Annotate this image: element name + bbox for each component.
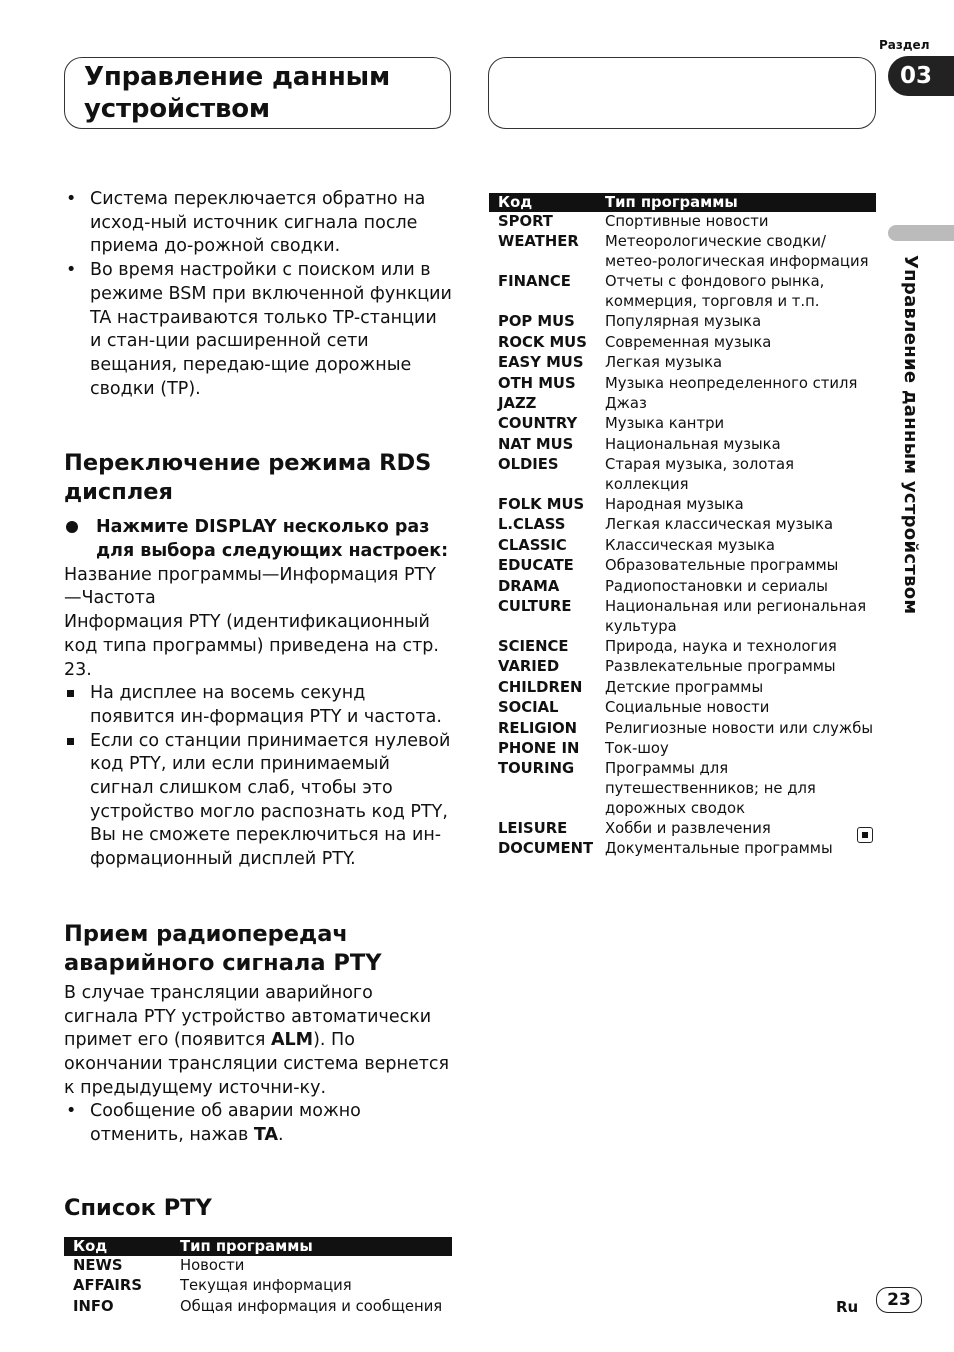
pty-code: COUNTRY [498, 415, 578, 433]
table-row [489, 435, 876, 455]
pty-table-left [64, 1237, 452, 1317]
side-chapter-label: Управление данным устройством [900, 255, 921, 615]
table-row [489, 637, 876, 657]
table-row [489, 536, 876, 556]
pty-type: Образовательные программы [605, 557, 839, 575]
table-row [489, 312, 876, 332]
pty-type: Популярная музыка [605, 313, 762, 331]
table-row [64, 1297, 452, 1317]
rds-text-pty-info: Информация PTY (идентификационный код типа программы) приведена на стр. 23. [64, 612, 439, 680]
table-row [489, 374, 876, 394]
side-tab-bar [888, 225, 954, 241]
pty-code: NEWS [73, 1256, 123, 1274]
pty-type: Документальные программы [605, 840, 833, 858]
table-row [489, 414, 876, 434]
pty-code: DRAMA [498, 577, 560, 595]
pty-code: CLASSIC [498, 536, 567, 554]
chapter-title: Управление данным устройством [84, 62, 390, 124]
right-column [489, 193, 876, 860]
chapter-title-box [64, 57, 451, 129]
table-header-row [489, 193, 876, 212]
table-row [489, 394, 876, 414]
pty-type: Классическая музыка [605, 536, 775, 554]
pty-code: SPORT [498, 213, 553, 230]
pty-type: Музыка неопределенного стиля [605, 374, 858, 392]
pty-code: INFO [73, 1297, 114, 1315]
rds-text-sequence: Название программы—Информация PTY —Частота [64, 564, 436, 609]
table-row [489, 819, 876, 839]
table-row [64, 1256, 452, 1276]
header-empty-box [488, 57, 876, 129]
rds-heading: Переключение режима RDS дисплея [64, 450, 432, 506]
pty-code: EDUCATE [498, 557, 574, 575]
table-row [489, 515, 876, 535]
pty-code: WEATHER [498, 233, 579, 251]
pty-code: EASY MUS [498, 354, 584, 372]
section-label: Раздел [879, 38, 930, 52]
pty-code: OLDIES [498, 456, 559, 474]
pty-code: SOCIAL [498, 699, 559, 717]
pty-code: LEISURE [498, 819, 568, 837]
pty-code: PHONE IN [498, 739, 580, 757]
page-number: 23 [876, 1287, 922, 1313]
pty-code: CHILDREN [498, 678, 583, 696]
table-row [489, 739, 876, 759]
pty-code: NAT MUS [498, 435, 574, 453]
pty-type: Хобби и развлечения [605, 819, 771, 837]
table-row [64, 1276, 452, 1296]
end-of-section-icon [857, 827, 873, 843]
pty-code: CULTURE [498, 598, 572, 616]
pty-code: VARIED [498, 658, 560, 676]
pty-type: Народная музыка [605, 496, 744, 514]
left-column [64, 188, 452, 1317]
pty-type: Текущая информация [180, 1277, 352, 1295]
table-row [489, 597, 876, 637]
pty-code: AFFAIRS [73, 1277, 142, 1295]
pty-code: FOLK MUS [498, 496, 585, 514]
bullet-item: • Во время настройки с поиском или в режиме BSM при включенной функции TA настраиваются только TP-станции и стан-ции расширенной сети вещания, передаю-щие дорожные сводки (TP). [64, 259, 452, 401]
column-header-type: Тип программы [171, 1237, 452, 1256]
table-row [489, 212, 876, 232]
note-item: На дисплее на восемь секунд появится ин-формация PTY и частота. [64, 682, 452, 729]
pty-type: Национальная музыка [605, 435, 781, 453]
table-row [489, 657, 876, 677]
pty-code: TOURING [498, 760, 575, 778]
pty-type: Метеорологические сводки/метео-рологическая информация [605, 233, 869, 270]
pty-code: SCIENCE [498, 638, 569, 656]
table-row [489, 333, 876, 353]
pty-type: Развлекательные программы [605, 658, 836, 676]
pty-type: Спортивные новости [605, 213, 769, 230]
pty-code: DOCUMENT [498, 840, 594, 858]
pty-table-right [489, 193, 876, 860]
pty-code: JAZZ [498, 394, 537, 412]
table-row [489, 577, 876, 597]
table-row [489, 698, 876, 718]
alarm-bullet: • Сообщение об аварии можно отменить, нажав TA. [64, 1100, 452, 1147]
pty-code: ROCK MUS [498, 333, 587, 351]
table-row [489, 455, 876, 495]
pty-code: RELIGION [498, 719, 578, 737]
note-item: Если со станции принимается нулевой код PTY, или если принимаемый сигнал слишком слаб, чтобы это устройство могло распознать код PTY, Вы не сможете переключиться на ин-формационный дисплей PTY. [64, 730, 452, 872]
pty-type: Ток-шоу [605, 739, 669, 757]
pty-type: Музыка кантри [605, 415, 725, 433]
rds-instruction: Нажмите DISPLAY несколько раз для выбора следующих настроек: [64, 516, 452, 563]
alarm-text: В случае трансляции аварийного сигнала PTY устройство автоматически примет его (появится ALM). По окончании трансляции система вернется к предыдущему источни-ку. [64, 982, 450, 1098]
column-header-code: Код [64, 1237, 171, 1256]
pty-type: Общая информация и сообщения [180, 1297, 443, 1315]
table-row [489, 272, 876, 312]
pty-type: Старая музыка, золотая коллекция [605, 456, 794, 493]
pty-type: Отчеты с фондового рынка, коммерция, торговля и т.п. [605, 273, 825, 310]
table-row [489, 232, 876, 272]
language-code: Ru [836, 1298, 859, 1316]
bullet-item: • Система переключается обратно на исход-ный источник сигнала после приема до-рожной сводки. [64, 188, 452, 259]
pty-type: Радиопостановки и сериалы [605, 577, 828, 595]
pty-type: Национальная или региональная культура [605, 598, 867, 635]
column-header-code: Код [489, 193, 596, 212]
table-header-row [64, 1237, 452, 1256]
table-row [489, 556, 876, 576]
table-row [489, 353, 876, 373]
alarm-heading: Прием радиопередач аварийного сигнала PTY [64, 920, 382, 976]
table-row [489, 495, 876, 515]
pty-list-heading: Список PTY [64, 1194, 212, 1221]
pty-type: Новости [180, 1256, 245, 1274]
pty-type: Программы для путешественников; не для дорожных сводок [605, 760, 816, 817]
pty-code: L.CLASS [498, 516, 566, 534]
table-row [489, 759, 876, 819]
pty-type: Легкая музыка [605, 354, 723, 372]
pty-type: Религиозные новости или службы [605, 719, 874, 737]
pty-type: Природа, наука и технология [605, 638, 837, 656]
pty-code: OTH MUS [498, 374, 576, 392]
table-row [489, 678, 876, 698]
pty-code: POP MUS [498, 313, 575, 331]
table-row [489, 719, 876, 739]
pty-type: Детские программы [605, 678, 764, 696]
pty-type: Легкая классическая музыка [605, 516, 834, 534]
pty-type: Социальные новости [605, 699, 770, 717]
pty-code: FINANCE [498, 273, 571, 291]
section-number-tab: 03 [888, 56, 954, 96]
column-header-type: Тип программы [596, 193, 876, 212]
table-row [489, 839, 876, 859]
pty-type: Современная музыка [605, 333, 772, 351]
pty-type: Джаз [605, 394, 647, 412]
